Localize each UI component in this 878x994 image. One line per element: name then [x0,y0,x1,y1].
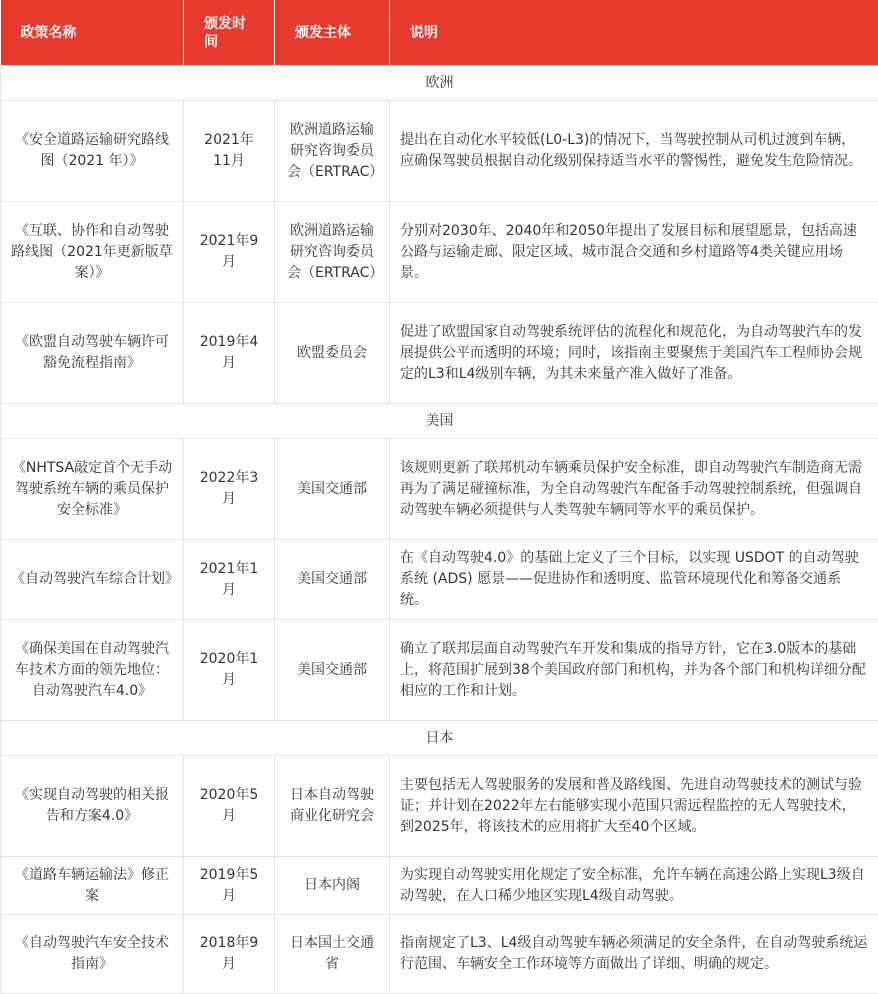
issuer: 欧洲道路运输研究咨询委员会（ERTRAC） [275,202,390,303]
table-row [1,857,878,915]
issue-date: 2022年3月 [184,439,275,540]
region-label: 美国 [1,404,878,439]
description: 提出在自动化水平较低(L0-L3)的情况下，当驾驶控制从司机过渡到车辆，应确保驾驶员根据自动化级别保持适当水平的警惕性，避免发生危险情况。 [390,101,878,202]
policy-name: 《欧盟自动驾驶车辆许可豁免流程指南》 [1,303,184,404]
issue-date: 2018年9月 [184,915,275,994]
policy-name: 《实现自动驾驶的相关报告和方案4.0》 [1,756,184,857]
issuer: 美国交通部 [275,620,390,721]
description: 主要包括无人驾驶服务的发展和普及路线图、先进自动驾驶技术的测试与验证；并计划在2022年左右能够实现小范围只需远程监控的无人驾驶技术，到2025年，将该技术的应用将扩大至40个区域。 [390,756,878,857]
policy-name: 《道路车辆运输法》修正案 [1,857,184,915]
issuer: 日本国土交通省 [275,915,390,994]
region-row-japan [1,721,878,756]
table-row [1,303,878,404]
table-row [1,540,878,620]
issuer: 美国交通部 [275,540,390,620]
policy-name: 《自动驾驶汽车安全技术指南》 [1,915,184,994]
region-label: 日本 [1,721,878,756]
description: 在《自动驾驶4.0》的基础上定义了三个目标，以实现 USDOT 的自动驾驶系统 (ADS) 愿景——促进协作和透明度、监管环境现代化和筹备交通系统。 [390,540,878,620]
policy-name: 《确保美国在自动驾驶汽车技术方面的领先地位：自动驾驶汽车4.0》 [1,620,184,721]
issuer: 欧洲道路运输研究咨询委员会（ERTRAC） [275,101,390,202]
description: 促进了欧盟国家自动驾驶系统评估的流程化和规范化，为自动驾驶汽车的发展提供公平而透明的环境；同时，该指南主要聚焦于美国汽车工程师协会规定的L3和L4级别车辆，为其未来量产准入做好了准备。 [390,303,878,404]
issuer: 欧盟委员会 [275,303,390,404]
table-row [1,439,878,540]
description: 为实现自动驾驶实用化规定了安全标准，允许车辆在高速公路上实现L3级自动驾驶，在人口稀少地区实现L4级自动驾驶。 [390,857,878,915]
column-header-issuer: 颁发主体 [275,0,390,66]
column-header-description: 说明 [390,0,878,66]
policy-name: 《自动驾驶汽车综合计划》 [1,540,184,620]
policy-name: 《安全道路运输研究路线图（2021 年）》 [1,101,184,202]
description: 分别对2030年、2040年和2050年提出了发展目标和展望愿景，包括高速公路与运输走廊、限定区域、城市混合交通和乡村道路等4类关键应用场景。 [390,202,878,303]
table-row [1,915,878,994]
issue-date: 2019年5月 [184,857,275,915]
policy-name: 《互联、协作和自动驾驶路线图（2021年更新版草案）》 [1,202,184,303]
issue-date: 2021年9月 [184,202,275,303]
issue-date: 2020年1月 [184,620,275,721]
table-row [1,202,878,303]
table-row [1,101,878,202]
region-row-europe [1,66,878,101]
issue-date: 2020年5月 [184,756,275,857]
table-row [1,756,878,857]
region-label: 欧洲 [1,66,878,101]
column-header-policy: 政策名称 [1,0,184,66]
issuer: 日本内阁 [275,857,390,915]
column-header-date: 颁发时间 [184,0,275,66]
policy-name: 《NHTSA敲定首个无手动驾驶系统车辆的乘员保护安全标准》 [1,439,184,540]
description: 确立了联邦层面自动驾驶汽车开发和集成的指导方针，它在3.0版本的基础上，将范围扩展到38个美国政府部门和机构，并为各个部门和机构详细分配相应的工作和计划。 [390,620,878,721]
issue-date: 2019年4月 [184,303,275,404]
description: 该规则更新了联邦机动车辆乘员保护安全标准，即自动驾驶汽车制造商无需再为了满足碰撞标准，为全自动驾驶汽车配备手动驾驶控制系统，但强调自动驾驶车辆必须提供与人类驾驶车辆同等水平的乘员保护。 [390,439,878,540]
description: 指南规定了L3、L4级自动驾驶车辆必须满足的安全条件，在自动驾驶系统运行范围、车辆安全工作环境等方面做出了详细、明确的规定。 [390,915,878,994]
issuer: 美国交通部 [275,439,390,540]
table-header-row [1,0,878,66]
issue-date: 2021年11月 [184,101,275,202]
table-row [1,620,878,721]
issuer: 日本自动驾驶商业化研究会 [275,756,390,857]
issue-date: 2021年1月 [184,540,275,620]
region-row-usa [1,404,878,439]
